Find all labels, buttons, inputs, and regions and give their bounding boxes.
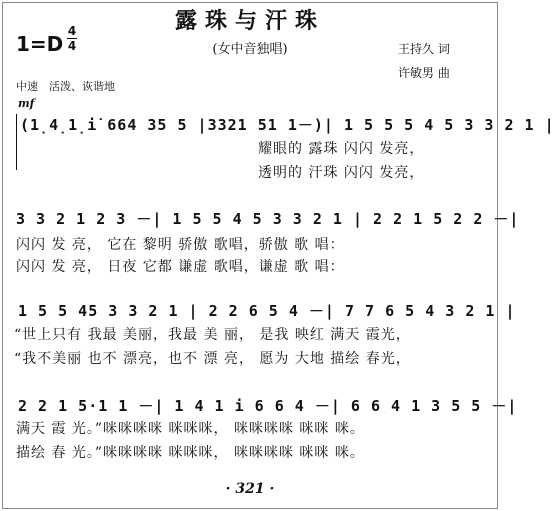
notation-line-1: (1̣4̣1̣i̇ 664 35 5 |3321 51 1－)| 1 5 5 5 4 5 3 3 2 1 | [20, 116, 555, 134]
page-number: · 321 · [225, 481, 275, 497]
lyrics-line-1-verse-1: 耀眼的 露珠 闪闪 发亮， [258, 141, 425, 157]
meter-top: 4 [67, 24, 77, 38]
barline [16, 114, 17, 170]
dynamic-marking: mf [18, 97, 35, 110]
key-signature: 1=D [16, 32, 64, 56]
time-signature [67, 24, 77, 53]
tempo-marking: 中速 活泼、诙谐地 [16, 80, 115, 93]
song-subtitle: (女中音独唱) [212, 42, 288, 57]
notation-line-4: 2 2 1 5·1 1 －| 1 4 1 i 6 6 4 －| 6 6 4 1 3 5 5 －| [18, 397, 518, 415]
composer-credit: 许敏男 曲 [398, 66, 450, 80]
lyrics-line-2-verse-2: 闪闪 发 亮， 日夜 它都 谦虚 歌唱，谦虚 歌 唱： [16, 259, 345, 275]
lyricist-credit: 王持久 词 [398, 42, 450, 56]
lyrics-line-2-verse-1: 闪闪 发 亮， 它在 黎明 骄傲 歌唱，骄傲 歌 唱： [16, 237, 345, 253]
meter-bottom: 4 [67, 39, 77, 53]
notation-line-3: 1 5 5 45 3 3 2 1 | 2 2 6 5 4 －| 7 7 6 5 4 3 2 1 | [18, 302, 516, 320]
song-title: 露珠与汗珠 [174, 8, 325, 34]
lyrics-line-3-verse-2: “我不美丽 也不 漂亮，也不 漂 亮， 愿为 大地 描绘 春光， [14, 351, 411, 367]
lyrics-line-4-verse-1: 满天 霞 光。”咪咪咪咪 咪咪咪， 咪咪咪咪 咪咪 咪。 [16, 421, 365, 437]
lyrics-line-1-verse-2: 透明的 汗珠 闪闪 发亮， [258, 165, 425, 181]
lyrics-line-4-verse-2: 描绘 春 光。”咪咪咪咪 咪咪咪， 咪咪咪咪 咪咪 咪。 [16, 445, 365, 461]
lyrics-line-3-verse-1: “世上只有 我最 美丽，我最 美 丽， 是我 映红 满天 霞光， [14, 327, 411, 343]
notation-line-2: 3 3 2 1 2 3 －| 1 5 5 4 5 3 3 2 1 | 2 2 1 5 2 2 －| [16, 210, 520, 228]
